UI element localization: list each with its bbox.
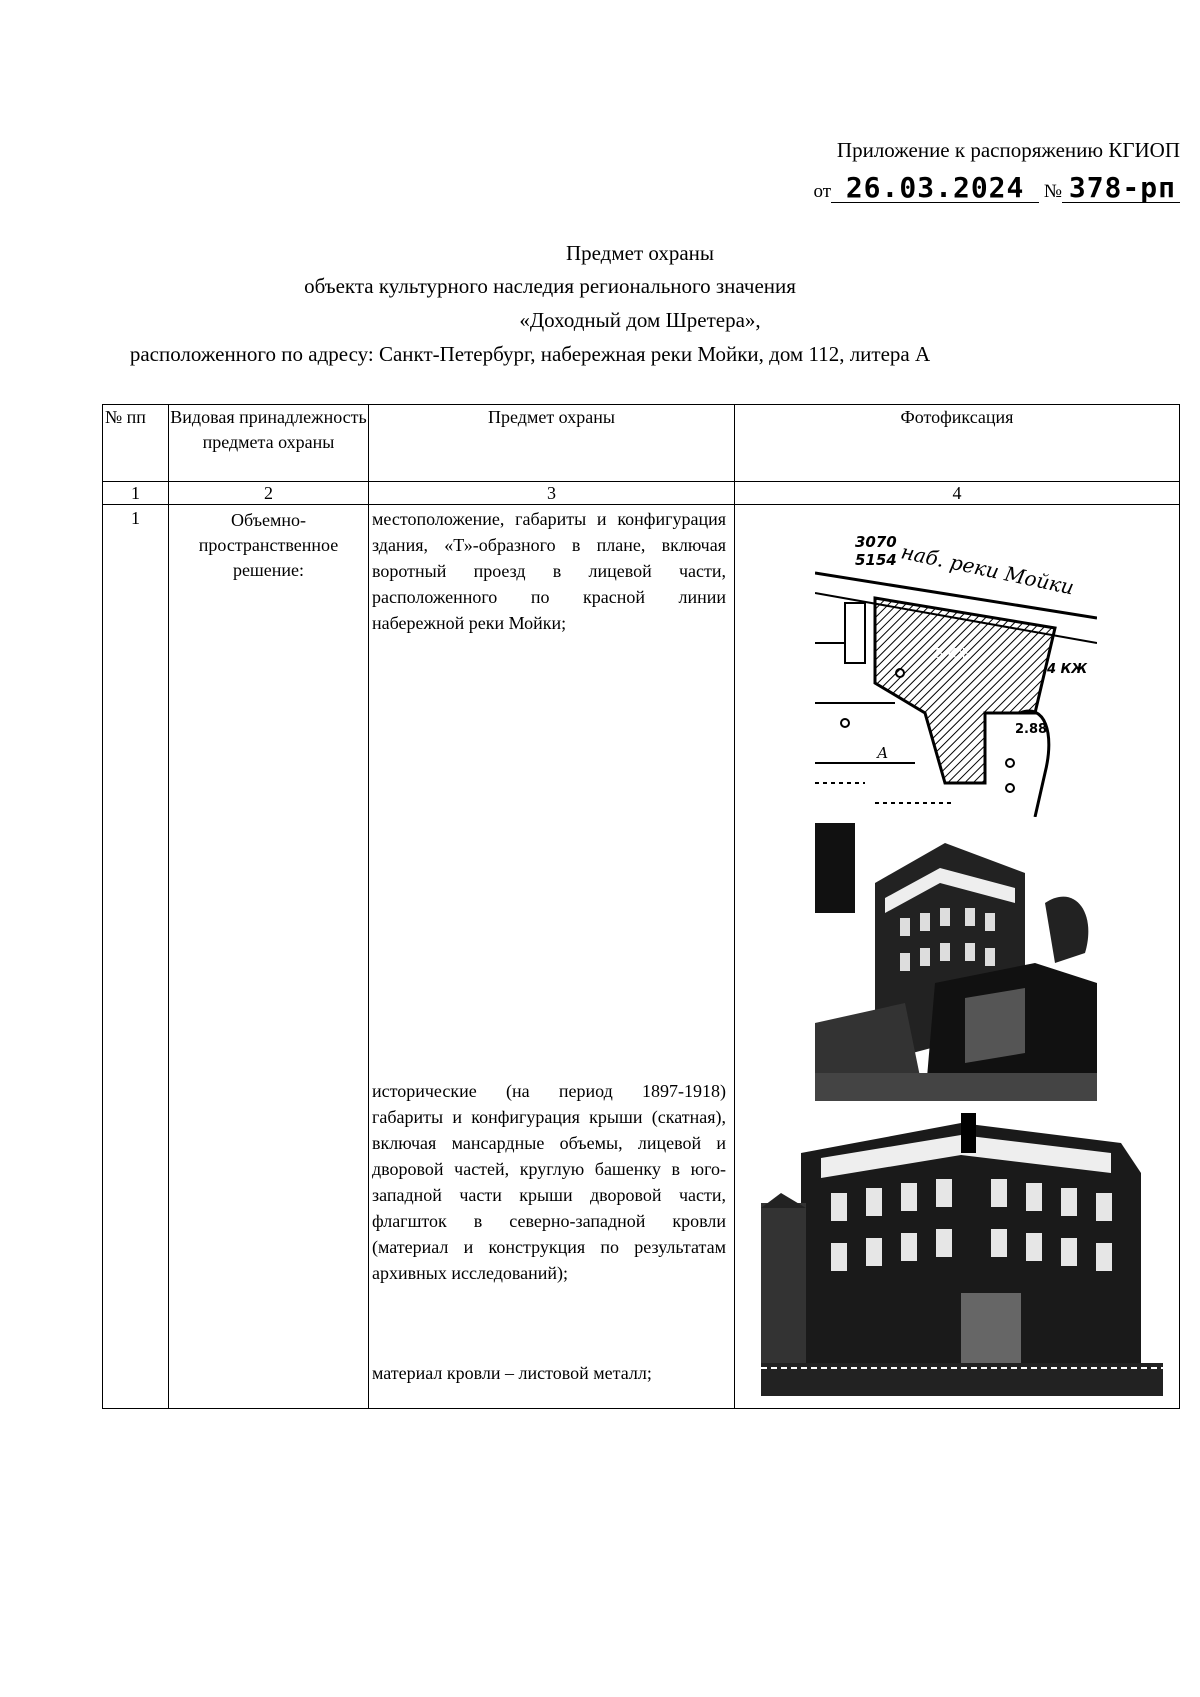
map-label: 5154 bbox=[855, 551, 897, 569]
row-subject-cell bbox=[369, 505, 735, 1409]
annex-label: Приложение к распоряжению КГИОП bbox=[836, 138, 1180, 162]
building-photo-corner bbox=[815, 823, 1097, 1101]
building-photo-corner-drawing bbox=[815, 823, 1097, 1101]
title-line-1: Предмет охраны bbox=[565, 241, 715, 265]
document-header bbox=[814, 138, 1180, 208]
table-header-row bbox=[103, 405, 1180, 482]
order-date: 26.03.2024 bbox=[831, 174, 1039, 203]
column-number-row bbox=[103, 482, 1180, 505]
order-line bbox=[813, 171, 1180, 208]
building-photo-facade bbox=[761, 1113, 1163, 1396]
map-label: 3070 bbox=[855, 533, 897, 551]
site-plan-drawing bbox=[815, 533, 1097, 817]
row-number: 1 bbox=[103, 505, 169, 1409]
map-label: 2.88 bbox=[1015, 722, 1048, 737]
order-number: 378-рп bbox=[1062, 174, 1180, 203]
building-photo-facade-drawing bbox=[761, 1113, 1163, 1396]
site-plan-image bbox=[815, 533, 1097, 817]
table-row bbox=[103, 505, 1180, 1409]
subject-item-location: местоположение, габариты и конфигурация здания, «Т»-образного в плане, включая воротный проезд в лицевой части, расположенного по красной линии набережной реки Мойки; bbox=[372, 509, 726, 633]
protection-table bbox=[102, 404, 1180, 1409]
number-label: № bbox=[1043, 181, 1062, 202]
column-number: 1 bbox=[103, 482, 169, 505]
header-photo: Фотофиксация bbox=[735, 405, 1180, 482]
header-num: № пп bbox=[103, 405, 169, 482]
title-line-3: «Доходный дом Шретера», bbox=[519, 308, 761, 332]
title-line-2: объекта культурного наследия регионального значения bbox=[304, 274, 796, 298]
column-number: 3 bbox=[369, 482, 735, 505]
row-photo-cell bbox=[735, 505, 1180, 1409]
subject-item-roof-material: материал кровли – листовой металл; bbox=[372, 1363, 652, 1383]
column-number: 2 bbox=[169, 482, 369, 505]
header-type: Видовая принадлежность предмета охраны bbox=[169, 405, 369, 482]
from-label: от bbox=[813, 181, 832, 202]
map-label: 5 КЖ bbox=[935, 647, 971, 662]
map-label: А bbox=[877, 744, 889, 762]
subject-item-roof: исторические (на период 1897-1918) габариты и конфигурация крыши (скатная), включая мансардные объемы, лицевой и дворовой частей, круглую башенку в юго-западной части крыши дворовой части, флагшток в северно-западной кровли (материал и конструкция по результатам архивных исследований); bbox=[372, 1081, 726, 1283]
header-subject: Предмет охраны bbox=[369, 405, 735, 482]
map-label: 4 КЖ bbox=[1047, 662, 1088, 677]
column-number: 4 bbox=[735, 482, 1180, 505]
row-type: Объемно-пространственное решение: bbox=[169, 505, 369, 1409]
title-line-4: расположенного по адресу: Санкт-Петербург, набережная реки Мойки, дом 112, литера А bbox=[129, 342, 931, 366]
map-label: наб. реки Мойки bbox=[898, 539, 1077, 600]
